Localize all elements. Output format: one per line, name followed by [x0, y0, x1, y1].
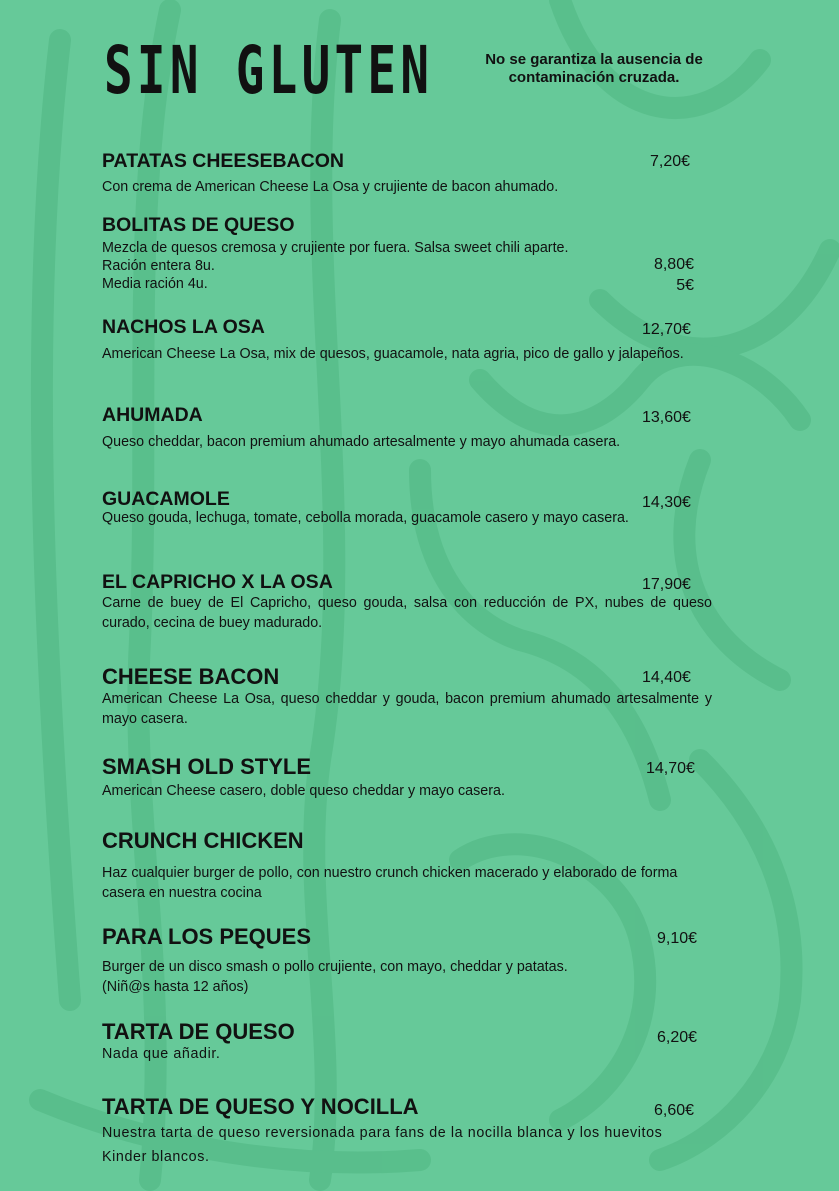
item-description: Con crema de American Cheese La Osa y crujiente de bacon ahumado.	[102, 179, 559, 195]
item-name: CHEESE BACON	[102, 664, 280, 689]
item-name: PARA LOS PEQUES	[102, 924, 312, 949]
item-description: Nuestra tarta de queso reversionada para fans de la nocilla blanca y los huevitos Kinder blancos.	[102, 1125, 663, 1165]
menu-item	[102, 404, 712, 452]
item-price: 13,60€	[642, 409, 691, 426]
page-title: SIN GLUTEN	[104, 32, 434, 109]
item-description: American Cheese La Osa, mix de quesos, guacamole, nata agria, pico de gallo y jalapeños.	[102, 346, 684, 362]
cross-contamination-notice: No se garantiza la ausencia de contaminación cruzada.	[485, 51, 703, 86]
item-description: Nada que añadir.	[102, 1046, 221, 1062]
menu-item	[102, 488, 712, 528]
item-name: EL CAPRICHO X LA OSA	[102, 571, 333, 593]
item-price: 14,30€	[642, 494, 691, 511]
item-name: PATATAS CHEESEBACON	[102, 150, 344, 172]
item-name: AHUMADA	[102, 404, 203, 426]
item-description: Mezcla de quesos cremosa y crujiente por fuera. Salsa sweet chili aparte.	[102, 240, 569, 256]
menu-item	[102, 214, 712, 293]
option-price: 8,80€	[653, 256, 694, 273]
item-description: American Cheese casero, doble queso cheddar y mayo casera.	[102, 783, 505, 799]
menu-item	[102, 1094, 695, 1169]
menu-item	[102, 754, 712, 801]
menu-item	[102, 664, 712, 729]
item-name: SMASH OLD STYLE	[102, 754, 312, 779]
item-description: Queso cheddar, bacon premium ahumado artesalmente y mayo ahumada casera.	[102, 434, 621, 450]
item-name: BOLITAS DE QUESO	[102, 214, 295, 236]
item-description: Burger de un disco smash o pollo crujiente, con mayo, cheddar y patatas.	[102, 959, 568, 975]
item-name: GUACAMOLE	[102, 488, 230, 510]
item-price: 12,70€	[642, 321, 691, 338]
item-note: (Niñ@s hasta 12 años)	[102, 979, 249, 995]
option-label: Media ración 4u.	[102, 276, 208, 292]
item-name: NACHOS LA OSA	[102, 316, 265, 338]
menu-item	[102, 316, 712, 364]
item-price: 14,40€	[642, 669, 691, 686]
item-price: 14,70€	[646, 760, 695, 777]
item-price: 17,90€	[642, 576, 691, 593]
menu-item	[102, 828, 714, 903]
item-price: 6,20€	[657, 1029, 698, 1046]
menu-item	[102, 571, 712, 633]
menu-item	[102, 150, 712, 197]
item-description: Haz cualquier burger de pollo, con nuestro crunch chicken macerado y elaborado de forma casera en nuestra cocina	[102, 865, 678, 901]
item-price: 7,20€	[650, 153, 691, 170]
item-name: TARTA DE QUESO Y NOCILLA	[102, 1094, 419, 1119]
item-name: CRUNCH CHICKEN	[102, 828, 304, 853]
option-price: 5€	[676, 277, 694, 294]
item-price: 6,60€	[654, 1102, 695, 1119]
item-price: 9,10€	[657, 930, 698, 947]
menu-item	[102, 924, 712, 997]
menu-item	[102, 1019, 712, 1064]
option-label: Ración entera 8u.	[102, 258, 215, 274]
item-description: Carne de buey de El Capricho, queso gouda, salsa con reducción de PX, nubes de queso curado, cecina de buey madurado.	[102, 595, 712, 631]
item-description: American Cheese La Osa, queso cheddar y gouda, bacon premium ahumado artesalmente y mayo casera.	[102, 691, 712, 727]
item-description: Queso gouda, lechuga, tomate, cebolla morada, guacamole casero y mayo casera.	[102, 510, 629, 526]
item-name: TARTA DE QUESO	[102, 1019, 295, 1044]
